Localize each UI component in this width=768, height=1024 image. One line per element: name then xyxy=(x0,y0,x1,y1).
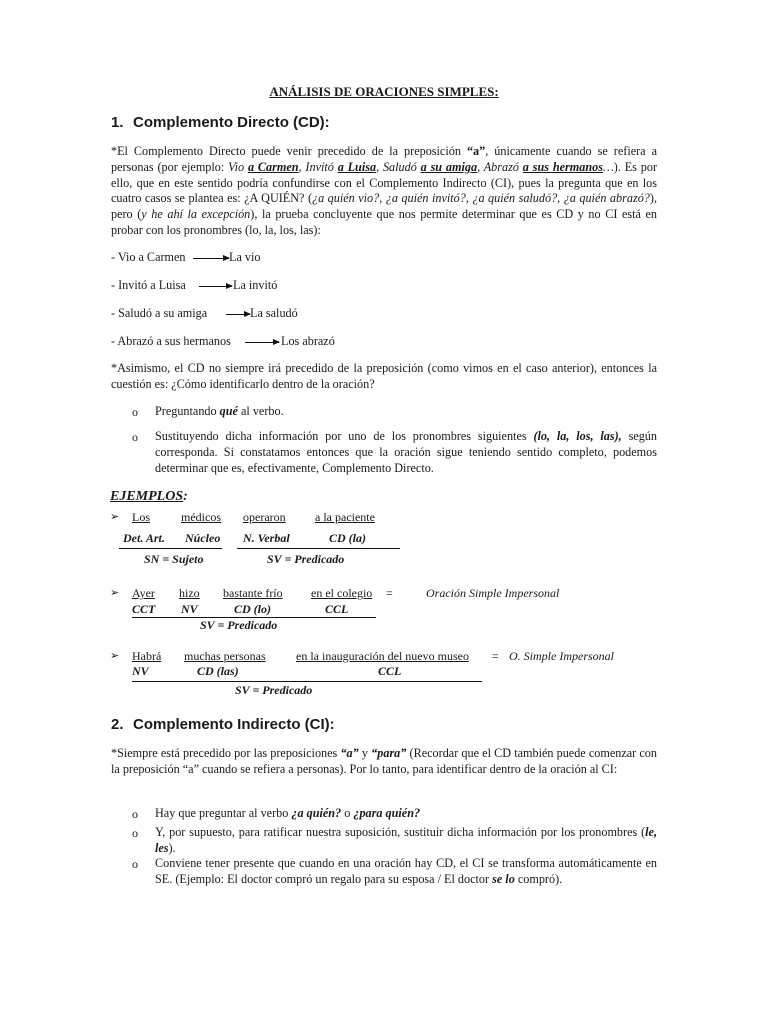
bullet-text: ). xyxy=(168,840,176,855)
bullet-emph: se lo xyxy=(492,871,515,886)
intro-text: ), pero ( xyxy=(111,191,657,222)
group-label: SV = Predicado xyxy=(235,683,313,697)
title-colon: : xyxy=(494,84,499,99)
example-right: Los abrazó xyxy=(281,334,335,348)
bullet-marker: o xyxy=(132,430,138,444)
sentence-word: hizo xyxy=(179,586,200,600)
group-line xyxy=(237,548,400,549)
arrow-right-icon xyxy=(245,342,279,343)
example-left: - Vio a Carmen xyxy=(111,250,186,264)
bullet-marker: o xyxy=(132,405,138,419)
group-label: SN = Sujeto xyxy=(144,552,204,566)
group-label: SV = Predicado xyxy=(200,618,278,632)
example-right: La invitó xyxy=(233,278,278,292)
intro-underlined: a Luisa xyxy=(337,159,377,174)
bullet-text: Sustituyendo dicha información por uno de los pronombres siguientes xyxy=(155,429,534,443)
sentence-result: Oración Simple Impersonal xyxy=(426,586,560,600)
sentence-word: Ayer xyxy=(132,586,155,600)
intro-text: (Recordar que el CD también puede comenzar con la preposición “a” cuando se refiera a personas). Por lo tanto, para identificar dentro de la oración al CI: xyxy=(111,746,657,776)
sentence-word: en el colegio xyxy=(311,586,373,600)
intro-text: , únicamente cuando se refiera a personas (por ejemplo: xyxy=(111,144,658,174)
intro-italic: … xyxy=(602,159,614,174)
intro-underlined: a sus hermanos xyxy=(522,159,603,174)
equals-sign: = xyxy=(492,649,499,663)
bullet-emph: ¿a quién? xyxy=(291,806,342,820)
bullet-marker: o xyxy=(132,807,138,821)
bullet-emph: (lo, la, los, las), xyxy=(533,429,622,443)
arrow-bullet-icon: ➢ xyxy=(110,650,120,662)
sentence-word: Los xyxy=(132,510,150,524)
intro-text: ), la prueba concluyente que nos permite determinar que es CD y no CI está en probar con los pronombres (lo, la, los, las): xyxy=(111,207,657,237)
examples-label: EJEMPLOS xyxy=(110,489,184,504)
sentence-word: muchas personas xyxy=(184,649,266,663)
example-right: La saludó xyxy=(250,306,298,320)
bullet-text: Hay que preguntar al verbo xyxy=(155,806,292,820)
bullet-item xyxy=(155,806,657,822)
syntax-tag: CD (las) xyxy=(197,664,239,678)
syntax-tag: N. Verbal xyxy=(243,531,290,545)
intro-emph: “para” xyxy=(371,746,407,760)
document-title xyxy=(0,84,768,100)
sentence-result: O. Simple Impersonal xyxy=(509,649,614,663)
title-text: ANÁLISIS DE ORACIONES SIMPLES xyxy=(269,84,495,99)
section2-intro xyxy=(111,746,657,778)
group-label: SV = Predicado xyxy=(267,552,345,566)
section2-number: 2. xyxy=(111,716,124,733)
syntax-tag: NV xyxy=(132,664,149,678)
arrow-right-icon xyxy=(193,258,229,259)
sentence-word: operaron xyxy=(243,510,286,524)
intro-italic: , Abrazó xyxy=(477,159,523,174)
bullet-marker: o xyxy=(132,857,138,871)
intro-italic: , Invitó xyxy=(298,159,338,174)
example-left: - Saludó a su amiga xyxy=(111,306,208,320)
bullet-item xyxy=(155,404,657,420)
intro-text: *Siempre está precedido por las preposiciones xyxy=(111,746,341,760)
syntax-tag: CCT xyxy=(132,602,156,616)
sentence-word: bastante frío xyxy=(223,586,283,600)
bullet-item xyxy=(155,825,657,857)
example-left: - Invitó a Luisa xyxy=(111,278,186,292)
bullet-text: compró). xyxy=(514,871,563,886)
section1-heading: Complemento Directo (CD): xyxy=(133,114,330,131)
bullet-text: Preguntando xyxy=(155,404,220,418)
syntax-tag: NV xyxy=(181,602,198,616)
intro-a-bold: “a” xyxy=(466,144,486,158)
sentence-word: a la paciente xyxy=(315,510,375,524)
syntax-tag: CCL xyxy=(325,602,349,616)
bullet-text: según corresponda. Si constatamos entonces que la oración sigue teniendo sentido completo, podemos determinar que es, efectivamente, Complemento Directo. xyxy=(155,429,657,475)
bullet-text: Conviene tener presente que cuando en una oración hay CD, el CI se transforma automáticamente en SE. (Ejemplo: El doctor compró un regalo para su esposa / El doctor xyxy=(155,856,657,886)
section1-number: 1. xyxy=(111,114,124,131)
examples-colon: : xyxy=(183,489,188,504)
bullet-item xyxy=(155,429,657,476)
sentence-word: Habrá xyxy=(132,649,162,663)
intro-underlined: a su amiga xyxy=(420,159,478,174)
bullet-emph: ¿para quién? xyxy=(353,806,421,820)
arrow-right-icon xyxy=(226,314,250,315)
bullet-emph: le, les xyxy=(155,825,657,855)
bullet-text: al verbo. xyxy=(237,404,284,418)
intro-text: ). Es por ello, que en este sentido podría confundirse con el Complemento Indirecto (CI), pues la pregunta que en los cuatro casos se plantea es: ¿A QUIÉN? ( xyxy=(111,159,658,206)
example-right: La vio xyxy=(229,250,261,264)
group-line xyxy=(132,681,482,682)
intro-emph: “a” xyxy=(340,746,359,760)
intro-italic: y he ahí la excepción xyxy=(141,207,251,222)
intro-underlined: a Carmen xyxy=(247,159,299,174)
arrow-right-icon xyxy=(199,286,232,287)
group-line xyxy=(119,548,222,549)
sentence-word: médicos xyxy=(181,510,221,524)
section2-heading: Complemento Indirecto (CI): xyxy=(133,716,335,733)
sentence-word: en la inauguración del nuevo museo xyxy=(296,649,469,663)
syntax-tag: Núcleo xyxy=(185,531,221,545)
arrow-bullet-icon: ➢ xyxy=(110,587,120,599)
syntax-tag: CD (la) xyxy=(329,531,366,545)
syntax-tag: Det. Art. xyxy=(123,531,165,545)
bullet-text: o xyxy=(341,806,354,820)
intro-italic: Vio xyxy=(228,159,248,174)
syntax-tag: CD (lo) xyxy=(234,602,271,616)
asimismo-paragraph: *Asimismo, el CD no siempre irá precedido de la preposición (como vimos en el caso anterior), entonces la cuestión es: ¿Cómo identificarlo dentro de la oración? xyxy=(111,361,657,391)
bullet-emph: qué xyxy=(219,404,238,418)
intro-italic: , Saludó xyxy=(376,159,421,174)
section1-intro xyxy=(111,144,657,239)
intro-text: *El Complemento Directo puede venir precedido de la preposición xyxy=(111,144,467,158)
bullet-text: Y, por supuesto, para ratificar nuestra suposición, sustituir dicha información por los pronombres ( xyxy=(155,825,646,839)
intro-text: y xyxy=(358,746,372,760)
intro-italic: ¿a quién vio?, ¿a quién invitó?, ¿a quién saludó?, ¿a quién abrazó? xyxy=(312,191,650,206)
examples-heading xyxy=(110,487,188,505)
example-left: - Abrazó a sus hermanos xyxy=(111,334,231,348)
syntax-tag: CCL xyxy=(378,664,402,678)
bullet-item xyxy=(155,856,657,888)
arrow-bullet-icon: ➢ xyxy=(110,511,120,523)
equals-sign: = xyxy=(386,586,393,600)
bullet-marker: o xyxy=(132,826,138,840)
